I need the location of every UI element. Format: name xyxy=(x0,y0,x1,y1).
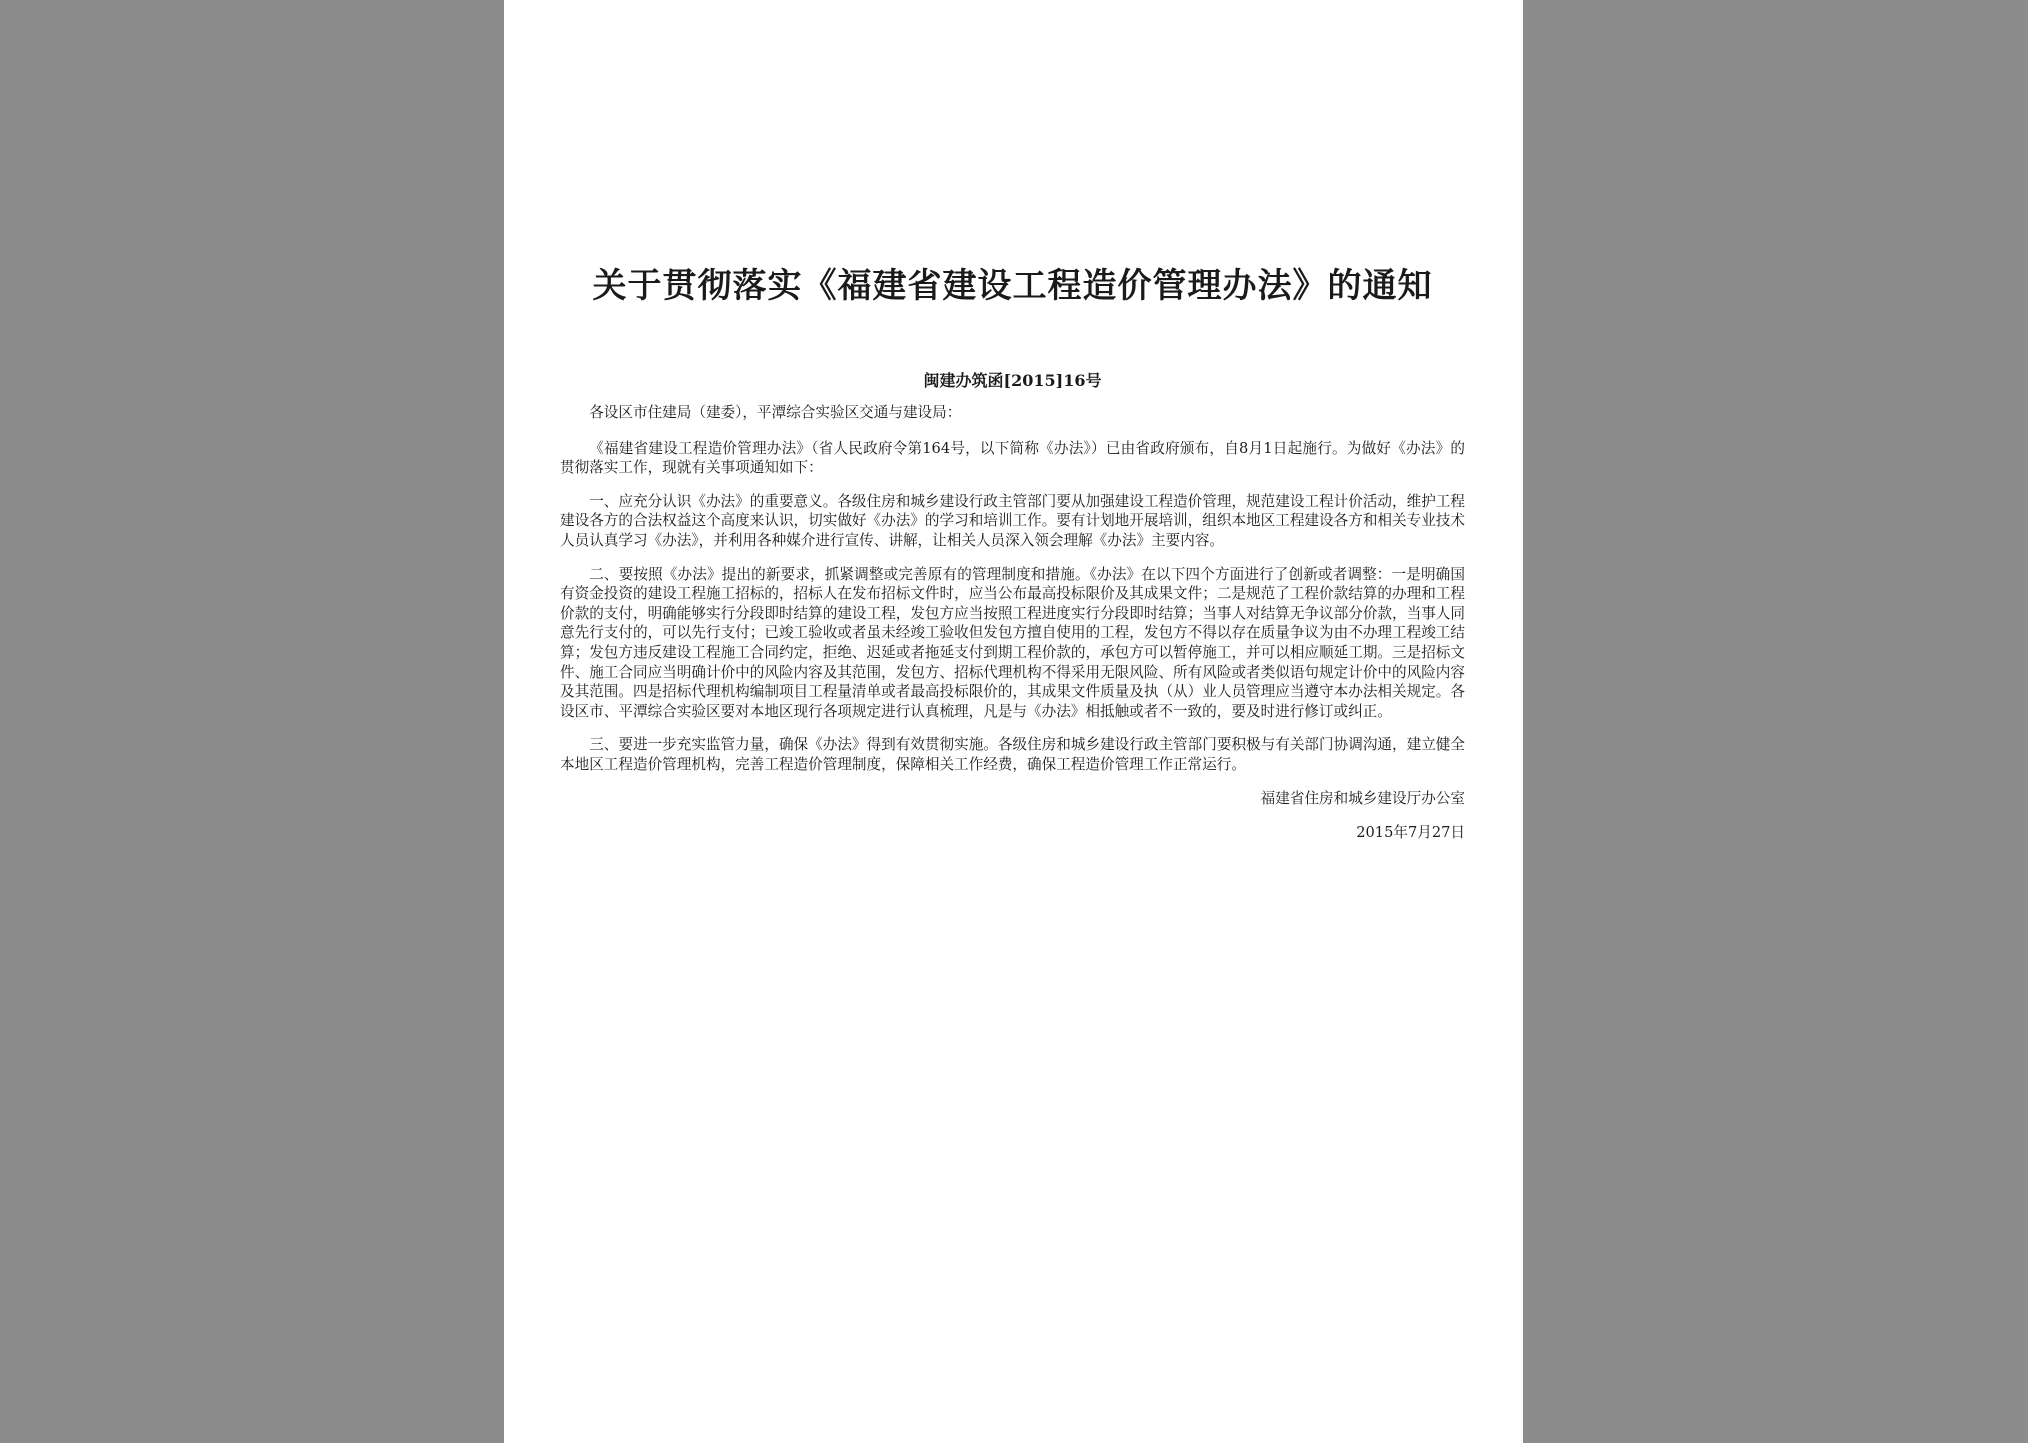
document-title: 关于贯彻落实《福建省建设工程造价管理办法》的通知 xyxy=(592,266,1433,306)
document-number: 闽建办筑函[2015]16号 xyxy=(923,371,1102,390)
issue-date: 2015年7月27日 xyxy=(1356,823,1465,841)
body-paragraph-2: 二、要按照《办法》提出的新要求，抓紧调整或完善原有的管理制度和措施。《办法》在以下四个方面进行了创新或者调整：一是明确国有资金投资的建设工程施工招标的，招标人在发布招标文件时，应当公布最高投标限价及其成果文件；二是规范了工程价款结算的办理和工程价款的支付，明确能够实行分段即时结算的建设工程，发包方应当按照工程进度实行分段即时结算；当事人对结算无争议部分价款，当事人同意先行支付的，可以先行支付；已竣工验收或者虽未经竣工验收但发包方擅自使用的工程，发包方不得以存在质量争议为由不办理工程竣工结算；发包方违反建设工程施工合同约定，拒绝、迟延或者拖延支付到期工程价款的，承包方可以暂停施工，并可以相应顺延工期。三是招标文件、施工合同应当明确计价中的风险内容及其范围，发包方、招标代理机构不得采用无限风险、所有风险或者类似语句规定计价中的风险内容及其范围。四是招标代理机构编制项目工程量清单或者最高投标限价的，其成果文件质量及执（从）业人员管理应当遵守本办法相关规定。各设区市、平潭综合实验区要对本地区现行各项规定进行认真梳理，凡是与《办法》相抵触或者不一致的，要及时进行修订或纠正。 xyxy=(560,565,1465,720)
salutation: 各设区市住建局（建委），平潭综合实验区交通与建设局： xyxy=(589,404,962,421)
issuer-signature: 福建省住房和城乡建设厅办公室 xyxy=(1260,789,1465,807)
intro-paragraph: 《福建省建设工程造价管理办法》（省人民政府令第164号，以下简称《办法》）已由省政府颁布，自8月1日起施行。为做好《办法》的贯彻落实工作，现就有关事项通知如下： xyxy=(560,439,1465,477)
body-paragraph-3: 三、要进一步充实监管力量，确保《办法》得到有效贯彻实施。各级住房和城乡建设行政主管部门要积极与有关部门协调沟通，建立健全本地区工程造价管理机构，完善工程造价管理制度，保障相关工作经费，确保工程造价管理工作正常运行。 xyxy=(560,736,1465,773)
body-paragraph-1: 一、应充分认识《办法》的重要意义。各级住房和城乡建设行政主管部门要从加强建设工程造价管理，规范建设工程计价活动，维护工程建设各方的合法权益这个高度来认识，切实做好《办法》的学习和培训工作。要有计划地开展培训，组织本地区工程建设各方和相关专业技术人员认真学习《办法》，并利用各种媒介进行宣传、讲解，让相关人员深入领会理解《办法》主要内容。 xyxy=(560,492,1465,549)
document-page xyxy=(504,0,1523,1443)
